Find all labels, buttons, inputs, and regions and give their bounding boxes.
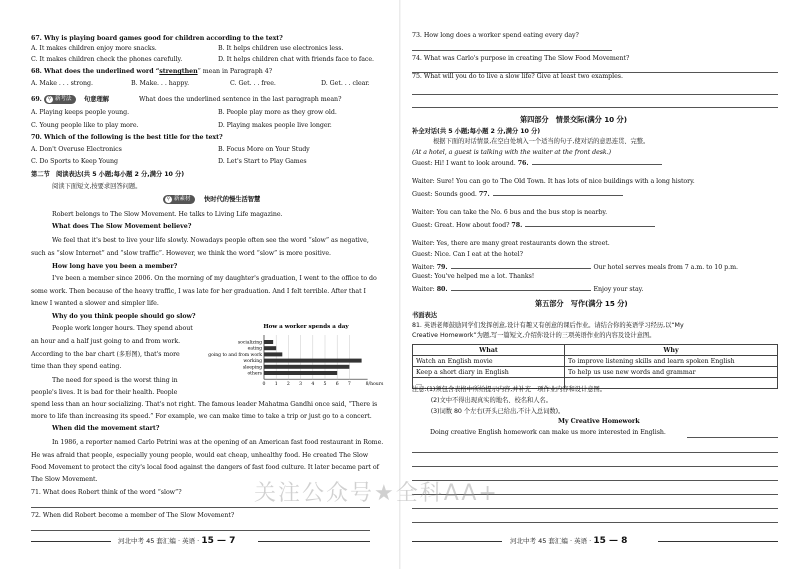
- dialogue-line: Guest: Great. How about food? 78.: [412, 220, 658, 230]
- category-label: going to and from work: [208, 352, 262, 358]
- footer-rule: [258, 541, 370, 542]
- footer-rule: [31, 541, 111, 542]
- x-tick-label: 0: [262, 382, 266, 388]
- table-cell: Watch an English movie: [413, 356, 565, 367]
- section2-instruction: 阅读下面短文,按要求回答问题。: [52, 183, 142, 190]
- x-tick-label: 1: [274, 382, 278, 388]
- q67-option-d: D. It helps children chat with friends face to face.: [218, 56, 375, 63]
- q69-option-b: B. People play more as they grow old.: [218, 109, 337, 116]
- footer-rule: [412, 541, 502, 542]
- answer-blank[interactable]: [525, 220, 655, 227]
- q73-stem: 73. How long does a worker spend eating every day?: [412, 32, 579, 39]
- table-row: [413, 356, 778, 367]
- bar-socializing: [264, 340, 273, 344]
- part4-scene: (At a hotel, a guest is talking with the waiter at the front desk.): [412, 149, 612, 156]
- p3-line3: According to the bar chart (多形图), that's more: [31, 351, 180, 358]
- dialogue-line: Guest: Hi! I want to look around. 76.: [412, 158, 665, 168]
- footer-rule: [658, 541, 778, 542]
- table-header: What: [413, 345, 565, 356]
- dialogue-line: Guest: You've helped me a lot. Thanks!: [412, 273, 535, 280]
- x-tick-label: 4: [311, 382, 315, 388]
- p2-line2: some work. Then because of the heavy traffic, I was late for her graduation. And I felt terrible. After that I: [31, 288, 366, 295]
- table-header: Why: [565, 345, 778, 356]
- q69-tag: 句意理解: [84, 96, 109, 103]
- q68-stem: 68. What does the underlined word “strengthen” mean in Paragraph 4?: [31, 68, 273, 75]
- dialogue-line: Guest: Nice. Can I eat at the hotel?: [412, 251, 523, 258]
- p3-line4: time than they spend eating.: [31, 363, 122, 370]
- table-row: [413, 367, 778, 378]
- new-method-badge: ⚲ 新考法: [44, 95, 76, 104]
- q68-option-b: B. Make. . . happy.: [131, 80, 190, 87]
- q67-stem: 67. Why is playing board games good for children according to the text?: [31, 35, 283, 42]
- q69-number: 69.: [31, 96, 42, 103]
- q68-option-d: D. Get. . . clear.: [321, 80, 370, 87]
- part4-title: 第四部分 情景交际(满分 10 分): [520, 115, 627, 124]
- task-line1: 81. 英语老师鼓励同学们发挥创意,设计有趣又有创意的课后作业。请结合你的英语学习经历,以“My: [412, 322, 684, 329]
- answer-line[interactable]: [412, 107, 778, 108]
- q70-option-b: B. Focus More on Your Study: [218, 146, 310, 153]
- dialogue-line: Guest: Sounds good. 77.: [412, 189, 626, 199]
- p2-line1: I've been a member since 2006. On the morning of my daughter's graduation, I went to the office to do: [52, 275, 377, 282]
- homework-table: [412, 344, 778, 389]
- part5-sub: 书面表达: [412, 312, 437, 319]
- dialogue-line: Waiter: 80. Enjoy your stay.: [412, 286, 644, 293]
- chart-title: How a worker spends a day: [263, 324, 349, 330]
- dialogue-line: Waiter: 79. Our hotel serves meals from 7 a.m. to 10 p.m.: [412, 264, 738, 271]
- answer-line[interactable]: [412, 508, 778, 509]
- x-tick-label: 6: [335, 382, 339, 388]
- note-1: 注意:(1)须包含表格中所给提示内容,并补充一项作业内容和设计意图。: [412, 386, 606, 393]
- q72-stem: 72. When did Robert become a member of The Slow Movement?: [31, 512, 235, 519]
- p4-line2: He was afraid that people, especially young people, would eat cheap, unhealthy food. He created The Slow: [31, 452, 369, 459]
- bar-sleeping: [264, 365, 349, 369]
- new-material-badge: ⚲ 新素材: [163, 195, 195, 204]
- passage-intro: Robert belongs to The Slow Movement. He talks to Living Life magazine.: [52, 211, 283, 218]
- magnifier-icon: ⚲: [47, 96, 52, 102]
- p3-line5: The need for speed is the worst thing in: [52, 377, 178, 384]
- blank-number: 76.: [517, 160, 529, 167]
- q71-stem: 71. What does Robert think of the word “slow”?: [31, 489, 182, 496]
- section2-title: 第二节 阅读表达(共 5 小题;每小题 2 分,满分 10 分): [31, 171, 185, 178]
- p3-line6: people's lives. It is bad for their health. People: [31, 389, 178, 396]
- answer-line[interactable]: [687, 437, 778, 438]
- underlined-word: strengthen: [159, 68, 198, 75]
- p4-line3: Food Movement to protect the city's local food against the dangers of fast food culture. It later became part of: [31, 464, 379, 471]
- category-label: eating: [247, 346, 262, 352]
- answer-line[interactable]: [412, 452, 778, 453]
- q70-option-c: C. Do Sports to Keep Young: [31, 158, 118, 165]
- p3b-line2: more to life than increasing its speed.” For example, we can make time to take a trip or just go to a concert.: [31, 413, 372, 420]
- q69-stem: What does the underlined sentence in the last paragraph mean?: [139, 96, 342, 103]
- blank-number: 78.: [511, 222, 523, 229]
- p2-line3: knew I wanted a slower and simpler life.: [31, 300, 159, 307]
- table-header-row: [413, 345, 778, 356]
- x-axis-label: 8/hours: [365, 382, 384, 388]
- bar-eating: [264, 346, 276, 350]
- q69-option-a: A. Playing keeps people young.: [31, 109, 130, 116]
- p3-line2: an hour and a half just going to and from work.: [31, 338, 181, 345]
- q69-option-c: C. Young people like to play more.: [31, 122, 139, 129]
- x-tick-label: 3: [299, 382, 303, 388]
- dialogue-line: Waiter: Sure! You can go to The Old Town. It has lots of nice buildings with a long history.: [412, 178, 695, 185]
- q67-option-b: B. It helps children use electronics less.: [218, 45, 344, 52]
- p3-line1: People work longer hours. They spend about: [52, 325, 193, 332]
- answer-blank[interactable]: [493, 189, 623, 196]
- q68-option-c: C. Get. . . free.: [230, 80, 276, 87]
- part4-sub: 补全对话(共 5 小题;每小题 2 分,满分 10 分): [412, 128, 541, 135]
- heading-belief: What does The Slow Movement believe?: [52, 223, 192, 230]
- x-tick-label: 2: [286, 382, 290, 388]
- table-cell: ...: [413, 378, 565, 389]
- part5-title: 第五部分 写作(满分 15 分): [535, 299, 628, 308]
- essay-title: My Creative Homework: [558, 418, 640, 425]
- category-label: socializing: [237, 340, 262, 346]
- q67-option-a: A. It makes children enjoy more snacks.: [31, 45, 157, 52]
- note-3: (3)词数 80 个左右(开头已给出,不计入总词数)。: [412, 408, 565, 415]
- answer-line[interactable]: [412, 522, 778, 523]
- x-tick-label: 5: [323, 382, 327, 388]
- p4-line1: In 1986, a reporter named Carlo Petrini was at the opening of an American fast food restaurant in Rome.: [52, 439, 384, 446]
- heading-why: Why do you think people should go slow?: [52, 313, 196, 320]
- heading-member: How long have you been a member?: [52, 263, 178, 270]
- bar-others: [264, 371, 337, 375]
- q70-option-d: D. Let's Start to Play Games: [218, 158, 307, 165]
- category-label: sleeping: [242, 365, 262, 371]
- bar-working: [264, 359, 362, 363]
- answer-blank[interactable]: [532, 158, 662, 165]
- watermark: 关注公众号★全科AA+: [254, 481, 499, 506]
- table-cell: To improve listening skills and learn spoken English: [565, 356, 778, 367]
- x-tick-label: 7: [347, 382, 351, 388]
- category-label: others: [247, 371, 262, 377]
- blank-number: 77.: [478, 191, 490, 198]
- dialogue-line: Waiter: Yes, there are many great restaurants down the street.: [412, 240, 610, 247]
- answer-line[interactable]: [31, 530, 370, 531]
- bar-chart: [196, 320, 384, 400]
- q70-stem: 70. Which of the following is the best title for the text?: [31, 134, 223, 141]
- blank-number: 79.: [436, 264, 448, 271]
- p3b-line1: spend less than an hour socializing. That's not right. The famous leader Mahatma Gandhi once said, “There is: [31, 401, 378, 408]
- passage-tag: 快时代的慢生活智慧: [204, 196, 261, 203]
- answer-line[interactable]: [412, 50, 612, 51]
- table-cell: To help us use new words and grammar: [565, 367, 778, 378]
- category-label: working: [243, 359, 262, 365]
- bar-going-to-and-from-work: [264, 352, 282, 356]
- q70-option-a: A. Don't Overuse Electronics: [31, 146, 122, 153]
- note-2: (2)文中不得出现真实的地名、校名和人名。: [412, 397, 552, 404]
- q68-option-a: A. Make . . . strong.: [31, 80, 93, 87]
- q69-option-d: D. Playing makes people live longer.: [218, 122, 332, 129]
- q67-option-c: C. It makes children check the phones carefully.: [31, 56, 183, 63]
- q74-stem: 74. What was Carlo's purpose in creating The Slow Food Movement?: [412, 55, 630, 62]
- answer-line[interactable]: [412, 94, 778, 95]
- task-line2: Creative Homework”为题,写一篇短文,介绍你设计的三项英语作业的内容及设计意图。: [412, 332, 656, 339]
- p1-line2: such as “slow Internet” and “slow traffic”. However, we think the word “slow” is more positive.: [31, 250, 331, 257]
- footer: 河北中考 45 套汇编 · 英语 · 15 — 8: [510, 536, 628, 546]
- essay-start: Doing creative English homework can make us more interested in English.: [430, 429, 666, 436]
- table-cell: Keep a short diary in English: [413, 367, 565, 378]
- p4-line4: The Slow Movement.: [31, 476, 98, 483]
- answer-blank[interactable]: [451, 262, 591, 269]
- page-number: 15 — 8: [593, 536, 628, 546]
- footer: 河北中考 45 套汇编 · 英语 · 15 — 7: [118, 536, 236, 546]
- part4-instruction: 根据下面的对话情景,在空白处填入一个适当的句子,使对话的意思连贯、完整。: [433, 138, 650, 145]
- answer-line[interactable]: [31, 507, 370, 508]
- page-number: 15 — 7: [201, 536, 236, 546]
- magnifier-icon: ⚲: [166, 196, 171, 202]
- blank-number: 80.: [436, 286, 448, 293]
- answer-line[interactable]: [412, 466, 778, 467]
- dialogue-line: Waiter: You can take the No. 6 bus and the bus stop is nearby.: [412, 209, 608, 216]
- q75-stem: 75. What will you do to live a slow life? Give at least two examples.: [412, 73, 623, 80]
- answer-blank[interactable]: [451, 284, 591, 291]
- heading-start: When did the movement start?: [52, 425, 160, 432]
- p1-line1: We feel that it's best to live your life slowly. Nowadays people often see the word “slow” as negative,: [52, 237, 369, 244]
